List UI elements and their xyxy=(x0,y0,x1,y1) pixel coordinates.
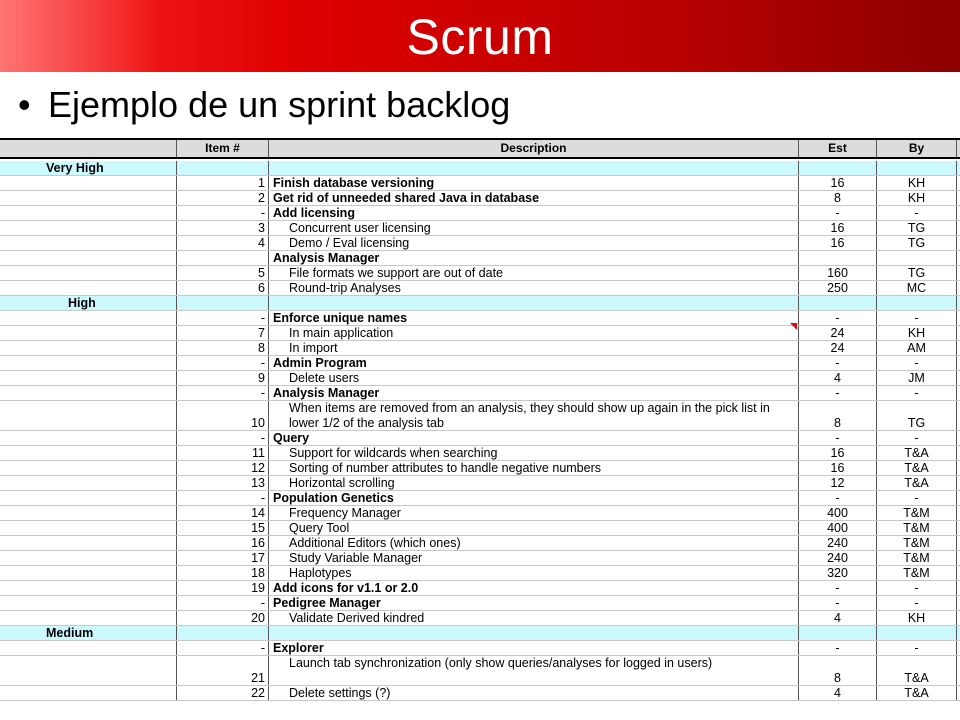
item-number: 9 xyxy=(176,371,268,385)
priority-label: High xyxy=(68,296,96,310)
item-estimate: 16 xyxy=(798,221,876,235)
row-end-cell xyxy=(956,236,960,250)
row-blank-cell xyxy=(0,191,176,205)
item-number: - xyxy=(176,491,268,505)
item-owner: - xyxy=(876,386,956,400)
item-number: - xyxy=(176,641,268,655)
item-description: Haplotypes xyxy=(268,566,798,580)
row-end-cell xyxy=(956,641,960,655)
slide-title: Scrum xyxy=(406,9,554,65)
item-description: Delete settings (?) xyxy=(268,686,798,700)
item-description: Add icons for v1.1 or 2.0 xyxy=(268,581,798,595)
section-cell xyxy=(176,626,268,640)
backlog-row xyxy=(0,596,960,611)
item-description: Study Variable Manager xyxy=(268,551,798,565)
item-number: - xyxy=(176,596,268,610)
row-blank-cell xyxy=(0,461,176,475)
item-description: Additional Editors (which ones) xyxy=(268,536,798,550)
item-number: 19 xyxy=(176,581,268,595)
row-blank-cell xyxy=(0,551,176,565)
row-blank-cell xyxy=(0,221,176,235)
item-description: Support for wildcards when searching xyxy=(268,446,798,460)
row-end-cell xyxy=(956,341,960,355)
backlog-row xyxy=(0,356,960,371)
row-blank-cell xyxy=(0,476,176,490)
item-estimate: 400 xyxy=(798,506,876,520)
item-owner: T&M xyxy=(876,551,956,565)
item-description: Explorer xyxy=(268,641,798,655)
row-blank-cell xyxy=(0,566,176,580)
section-cell xyxy=(956,296,960,310)
item-number: 1 xyxy=(176,176,268,190)
item-number: 12 xyxy=(176,461,268,475)
backlog-row xyxy=(0,251,960,266)
item-description: Query xyxy=(268,431,798,445)
sprint-backlog-sheet xyxy=(0,138,960,720)
item-description: Frequency Manager xyxy=(268,506,798,520)
section-cell xyxy=(176,296,268,310)
row-end-cell xyxy=(956,491,960,505)
row-end-cell xyxy=(956,431,960,445)
item-owner: TG xyxy=(876,221,956,235)
row-end-cell xyxy=(956,536,960,550)
priority-label: Medium xyxy=(46,626,94,640)
row-blank-cell xyxy=(0,341,176,355)
row-blank-cell xyxy=(0,176,176,190)
item-number: - xyxy=(176,356,268,370)
item-estimate: - xyxy=(798,386,876,400)
priority-section-row xyxy=(0,161,960,176)
backlog-row xyxy=(0,476,960,491)
row-end-cell xyxy=(956,206,960,220)
backlog-row xyxy=(0,506,960,521)
item-estimate: 8 xyxy=(798,401,876,430)
section-cell xyxy=(956,626,960,640)
row-blank-cell xyxy=(0,596,176,610)
priority-section-row xyxy=(0,296,960,311)
item-estimate: 240 xyxy=(798,536,876,550)
row-blank-cell xyxy=(0,281,176,295)
row-blank-cell xyxy=(0,506,176,520)
item-number: - xyxy=(176,206,268,220)
row-end-cell xyxy=(956,476,960,490)
header-description: Description xyxy=(268,140,798,157)
item-owner: T&M xyxy=(876,521,956,535)
item-owner: T&M xyxy=(876,566,956,580)
item-owner: - xyxy=(876,596,956,610)
row-blank-cell xyxy=(0,641,176,655)
item-number: 5 xyxy=(176,266,268,280)
item-owner: KH xyxy=(876,611,956,625)
item-owner: KH xyxy=(876,176,956,190)
priority-label: Very High xyxy=(46,161,104,175)
row-blank-cell xyxy=(0,686,176,700)
row-end-cell xyxy=(956,266,960,280)
item-number: 13 xyxy=(176,476,268,490)
section-cell xyxy=(798,161,876,175)
row-end-cell xyxy=(956,221,960,235)
backlog-row xyxy=(0,401,960,431)
bullet-text: Ejemplo de un sprint backlog xyxy=(48,84,511,125)
item-owner: - xyxy=(876,311,956,325)
item-description: Enforce unique names xyxy=(268,311,798,325)
row-blank-cell xyxy=(0,371,176,385)
row-blank-cell xyxy=(0,446,176,460)
row-end-cell xyxy=(956,611,960,625)
item-number: 11 xyxy=(176,446,268,460)
item-description: In import xyxy=(268,341,798,355)
item-description: Validate Derived kindred xyxy=(268,611,798,625)
priority-section-row xyxy=(0,626,960,641)
item-description: Delete users xyxy=(268,371,798,385)
item-estimate: - xyxy=(798,641,876,655)
item-owner: - xyxy=(876,431,956,445)
row-blank-cell xyxy=(0,386,176,400)
item-estimate: 4 xyxy=(798,611,876,625)
item-number: 18 xyxy=(176,566,268,580)
row-end-cell xyxy=(956,596,960,610)
row-end-cell xyxy=(956,371,960,385)
header-by: By xyxy=(876,140,956,157)
backlog-row xyxy=(0,266,960,281)
item-number xyxy=(176,251,268,265)
item-number: 4 xyxy=(176,236,268,250)
item-number: 16 xyxy=(176,536,268,550)
header-est: Est xyxy=(798,140,876,157)
item-estimate: 16 xyxy=(798,446,876,460)
backlog-row xyxy=(0,461,960,476)
row-blank-cell xyxy=(0,431,176,445)
item-owner: - xyxy=(876,206,956,220)
item-estimate: - xyxy=(798,596,876,610)
item-description: Demo / Eval licensing xyxy=(268,236,798,250)
backlog-row xyxy=(0,611,960,626)
item-owner: - xyxy=(876,581,956,595)
item-estimate: - xyxy=(798,356,876,370)
backlog-row xyxy=(0,491,960,506)
item-number: 15 xyxy=(176,521,268,535)
item-estimate: 24 xyxy=(798,326,876,340)
item-description: File formats we support are out of date xyxy=(268,266,798,280)
section-cell xyxy=(176,161,268,175)
item-owner: - xyxy=(876,356,956,370)
item-number: 20 xyxy=(176,611,268,625)
row-end-cell xyxy=(956,326,960,340)
item-owner: - xyxy=(876,641,956,655)
item-owner: KH xyxy=(876,326,956,340)
item-number: - xyxy=(176,386,268,400)
item-estimate: 4 xyxy=(798,686,876,700)
item-estimate: - xyxy=(798,206,876,220)
row-blank-cell xyxy=(0,521,176,535)
item-number: 3 xyxy=(176,221,268,235)
backlog-row xyxy=(0,551,960,566)
item-description: When items are removed from an analysis, they should show up again in the pick list in lower 1/2 of the analysis tab xyxy=(268,401,798,430)
backlog-row xyxy=(0,341,960,356)
item-owner: T&A xyxy=(876,476,956,490)
section-cell xyxy=(268,626,798,640)
item-owner: T&A xyxy=(876,686,956,700)
item-estimate: 320 xyxy=(798,566,876,580)
item-number: 7 xyxy=(176,326,268,340)
row-end-cell xyxy=(956,191,960,205)
row-blank-cell xyxy=(0,206,176,220)
backlog-row xyxy=(0,656,960,686)
row-end-cell xyxy=(956,566,960,580)
backlog-row xyxy=(0,281,960,296)
row-blank-cell xyxy=(0,356,176,370)
item-estimate: 250 xyxy=(798,281,876,295)
item-owner: T&A xyxy=(876,461,956,475)
backlog-row xyxy=(0,686,960,701)
item-number: 8 xyxy=(176,341,268,355)
backlog-row xyxy=(0,446,960,461)
row-end-cell xyxy=(956,401,960,430)
item-owner: JM xyxy=(876,371,956,385)
backlog-row xyxy=(0,581,960,596)
row-blank-cell xyxy=(0,236,176,250)
item-description: Horizontal scrolling xyxy=(268,476,798,490)
item-owner xyxy=(876,251,956,265)
backlog-row xyxy=(0,176,960,191)
item-owner: TG xyxy=(876,401,956,430)
row-end-cell xyxy=(956,251,960,265)
item-number: 22 xyxy=(176,686,268,700)
item-estimate: 16 xyxy=(798,176,876,190)
item-description: Analysis Manager xyxy=(268,386,798,400)
item-estimate: 240 xyxy=(798,551,876,565)
section-cell xyxy=(876,626,956,640)
item-estimate: - xyxy=(798,491,876,505)
backlog-row xyxy=(0,566,960,581)
comment-indicator-icon xyxy=(790,323,797,330)
item-owner: T&A xyxy=(876,446,956,460)
row-blank-cell xyxy=(0,326,176,340)
row-blank-cell xyxy=(0,401,176,430)
item-owner: T&M xyxy=(876,536,956,550)
header-end xyxy=(956,140,960,157)
item-description: Launch tab synchronization (only show queries/analyses for logged in users) xyxy=(268,656,798,685)
item-estimate: - xyxy=(798,581,876,595)
backlog-row xyxy=(0,431,960,446)
item-number: 2 xyxy=(176,191,268,205)
item-description: In main application xyxy=(268,326,798,340)
item-number: 17 xyxy=(176,551,268,565)
item-number: 14 xyxy=(176,506,268,520)
backlog-row xyxy=(0,311,960,326)
section-cell xyxy=(956,161,960,175)
backlog-row xyxy=(0,326,960,341)
item-description: Pedigree Manager xyxy=(268,596,798,610)
backlog-row xyxy=(0,386,960,401)
item-estimate: - xyxy=(798,311,876,325)
backlog-row xyxy=(0,641,960,656)
item-estimate: 400 xyxy=(798,521,876,535)
row-end-cell xyxy=(956,386,960,400)
item-description: Finish database versioning xyxy=(268,176,798,190)
item-estimate: 160 xyxy=(798,266,876,280)
item-number: 6 xyxy=(176,281,268,295)
row-end-cell xyxy=(956,686,960,700)
row-end-cell xyxy=(956,356,960,370)
header-row xyxy=(0,140,960,159)
item-owner: KH xyxy=(876,191,956,205)
row-blank-cell xyxy=(0,536,176,550)
item-owner: - xyxy=(876,491,956,505)
row-blank-cell xyxy=(0,581,176,595)
item-owner: TG xyxy=(876,236,956,250)
item-number: - xyxy=(176,311,268,325)
header-item: Item # xyxy=(176,140,268,157)
item-estimate: 4 xyxy=(798,371,876,385)
backlog-row xyxy=(0,371,960,386)
item-description: Analysis Manager xyxy=(268,251,798,265)
section-cell xyxy=(798,296,876,310)
backlog-row xyxy=(0,206,960,221)
item-estimate: 16 xyxy=(798,461,876,475)
item-description: Add licensing xyxy=(268,206,798,220)
item-number: 21 xyxy=(176,656,268,685)
item-number: 10 xyxy=(176,401,268,430)
row-end-cell xyxy=(956,461,960,475)
item-estimate: 12 xyxy=(798,476,876,490)
item-owner: T&M xyxy=(876,506,956,520)
item-description: Population Genetics xyxy=(268,491,798,505)
section-cell xyxy=(268,161,798,175)
section-cell xyxy=(876,296,956,310)
row-blank-cell xyxy=(0,266,176,280)
item-description: Round-trip Analyses xyxy=(268,281,798,295)
item-estimate: 24 xyxy=(798,341,876,355)
header-blank xyxy=(0,140,176,157)
item-owner: T&A xyxy=(876,656,956,685)
item-number: - xyxy=(176,431,268,445)
bullet-point xyxy=(18,80,510,130)
row-end-cell xyxy=(956,281,960,295)
row-end-cell xyxy=(956,581,960,595)
backlog-row xyxy=(0,521,960,536)
row-end-cell xyxy=(956,521,960,535)
bullet-icon: • xyxy=(18,84,31,125)
row-end-cell xyxy=(956,551,960,565)
item-estimate: 16 xyxy=(798,236,876,250)
item-estimate: 8 xyxy=(798,191,876,205)
item-estimate: - xyxy=(798,431,876,445)
section-cell xyxy=(798,626,876,640)
backlog-row xyxy=(0,221,960,236)
item-owner: MC xyxy=(876,281,956,295)
row-blank-cell xyxy=(0,491,176,505)
backlog-row xyxy=(0,236,960,251)
row-end-cell xyxy=(956,446,960,460)
item-description: Sorting of number attributes to handle negative numbers xyxy=(268,461,798,475)
row-blank-cell xyxy=(0,311,176,325)
row-end-cell xyxy=(956,311,960,325)
row-end-cell xyxy=(956,506,960,520)
backlog-row xyxy=(0,191,960,206)
item-description: Concurrent user licensing xyxy=(268,221,798,235)
row-blank-cell xyxy=(0,656,176,685)
section-cell xyxy=(268,296,798,310)
item-description: Query Tool xyxy=(268,521,798,535)
backlog-row xyxy=(0,536,960,551)
row-end-cell xyxy=(956,656,960,685)
item-owner: TG xyxy=(876,266,956,280)
item-estimate: 8 xyxy=(798,656,876,685)
row-end-cell xyxy=(956,176,960,190)
row-blank-cell xyxy=(0,251,176,265)
item-description: Admin Program xyxy=(268,356,798,370)
item-description: Get rid of unneeded shared Java in database xyxy=(268,191,798,205)
row-blank-cell xyxy=(0,611,176,625)
item-estimate xyxy=(798,251,876,265)
section-cell xyxy=(876,161,956,175)
item-owner: AM xyxy=(876,341,956,355)
